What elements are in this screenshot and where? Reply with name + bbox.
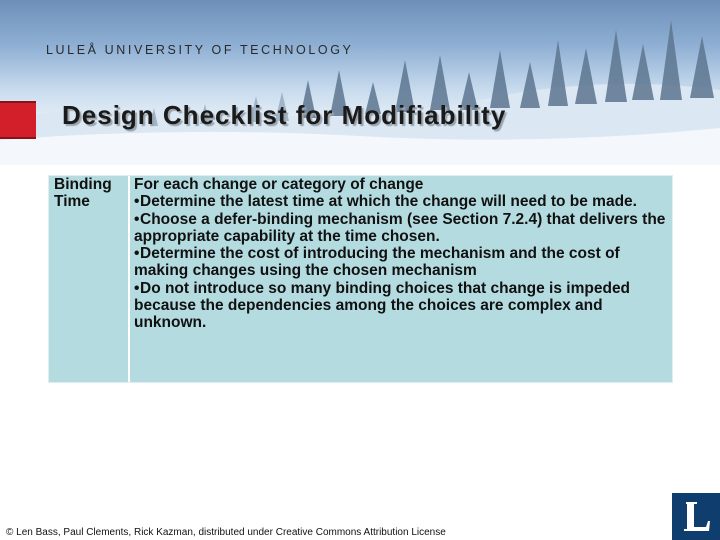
list-item xyxy=(134,245,668,280)
list-item-text: Choose a defer-binding mechanism (see Section 7.2.4) that delivers the appropriate capability at the time chosen. xyxy=(134,210,666,245)
bullet-icon: • xyxy=(134,210,140,228)
bullet-icon: • xyxy=(134,279,140,297)
row-label-line1: Binding xyxy=(54,176,112,193)
checklist-table xyxy=(48,175,673,383)
checklist-intro: For each change or category of change xyxy=(134,176,424,193)
university-name: LULEÅ UNIVERSITY OF TECHNOLOGY xyxy=(46,43,354,57)
row-label-cell xyxy=(49,176,130,382)
list-item xyxy=(134,193,668,210)
bullet-icon: • xyxy=(134,245,140,263)
row-label xyxy=(54,176,112,210)
list-item-text: Determine the cost of introducing the mechanism and the cost of making changes using the chosen mechanism xyxy=(134,245,620,280)
row-label-line2: Time xyxy=(54,193,90,210)
list-item xyxy=(134,280,668,332)
list-item-text: Do not introduce so many binding choices that change is impeded because the dependencies among the choices are complex and unknown. xyxy=(134,279,631,332)
checklist-list xyxy=(134,193,668,331)
university-logo-icon xyxy=(672,493,720,540)
winter-forest-image xyxy=(0,0,720,165)
list-item xyxy=(134,211,668,246)
checklist-content-cell xyxy=(134,176,668,332)
list-item-text: Determine the latest time at which the change will need to be made. xyxy=(140,193,637,211)
copyright-footer: © Len Bass, Paul Clements, Rick Kazman, distributed under Creative Commons Attribution License xyxy=(6,527,446,538)
slide-title: Design Checklist for Modifiability xyxy=(62,100,507,130)
accent-square xyxy=(0,101,36,139)
header-banner xyxy=(0,0,720,165)
bullet-icon: • xyxy=(134,193,140,211)
